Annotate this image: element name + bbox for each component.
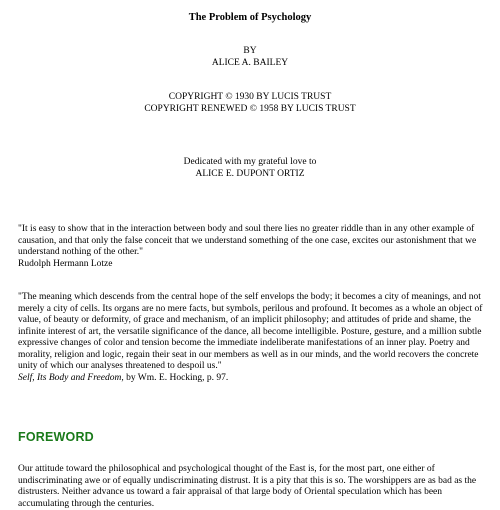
epigraph-quote-hocking xyxy=(18,292,490,384)
quote-attribution xyxy=(18,373,490,385)
copyright-block xyxy=(0,92,500,115)
epigraph-quote-lotze xyxy=(18,224,490,270)
author-name: ALICE A. BAILEY xyxy=(211,57,289,68)
author-block xyxy=(0,46,500,69)
document-title: The Problem of Psychology xyxy=(188,12,312,23)
foreword-heading: FOREWORD xyxy=(18,430,94,444)
quote-text: "The meaning which descends from the central hope of the self envelops the body; it becomes a city of meanings, and not merely a city of cells. Its organs are no mere facts, but symbols, perilous and profound. It becomes as a whole an object of value, of beauty or deformity, of grace and mechanism, of an implicit philosophy; and attitudes of pride and shame, the infinite interest of art, the versatile significance of the dance, all become intelligible. Posture, gesture, and a million subtle expressive changes of color and tension become the immediate indeliberate manifestations of an inner play. Poetry and morality, religion and logic, regain their seat in our members as well as in our minds, and the world recovers the concrete unity of which our analyses threatened to despoil us." xyxy=(18,292,483,371)
dedication-block xyxy=(0,157,500,180)
quote-text: "It is easy to show that in the interaction between body and soul there lies no greater riddle than in any other example of causation, and that only the false conceit that we understand something of the one case, excites our astonishment that we understand nothing of the other." xyxy=(18,224,477,257)
by-line: BY xyxy=(243,46,257,56)
quote-attribution: Rudolph Hermann Lotze xyxy=(18,258,113,269)
quote-source-title: Self, Its Body and Freedom, xyxy=(18,372,124,383)
copyright-line: COPYRIGHT © 1930 BY LUCIS TRUST xyxy=(168,92,332,102)
dedicatee-name: ALICE E. DUPONT ORTIZ xyxy=(195,168,305,179)
dedication-line: Dedicated with my grateful love to xyxy=(183,157,317,167)
copyright-renewed-line: COPYRIGHT RENEWED © 1958 BY LUCIS TRUST xyxy=(144,103,356,114)
foreword-paragraph: Our attitude toward the philosophical and psychological thought of the East is, for the most part, one either of undiscriminating awe or of equally undiscriminating distrust. It is a pity that this is so. The worshippers are as bad as the distrusters. Neither advance us toward a fair appraisal of that large body of Oriental speculation which has been accumulating through the centuries. xyxy=(18,464,477,509)
quote-source-author: by Wm. E. Hocking, p. 97. xyxy=(123,372,229,383)
